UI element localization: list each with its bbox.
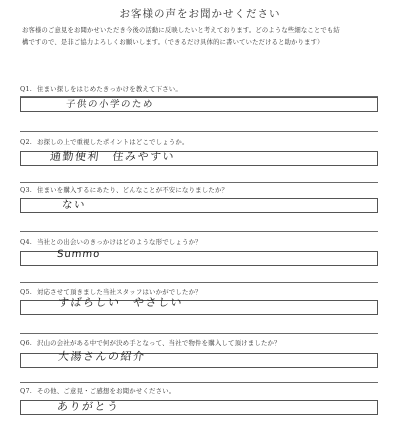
question-text: その他、ご意見・ご感想をお聞かせください。 [37, 387, 176, 395]
question-number: Q6. [20, 339, 32, 347]
question-text: 住まい探しをはじめたきっかけを教えて下さい。 [37, 85, 182, 93]
question-1 [20, 84, 378, 93]
question-rule [20, 182, 378, 183]
answer-2: 通勤便利 住みやすい [49, 150, 176, 163]
question-7 [20, 386, 378, 395]
answer-4: Summo [56, 249, 101, 260]
question-text: お探しの上で重視したポイントはどこでしょうか。 [37, 138, 189, 146]
question-2 [20, 137, 378, 146]
question-text: 住まいを購入するにあたり、どんなことが不安になりましたか？ [37, 186, 229, 194]
answer-1: 子供の小学のため [65, 99, 155, 110]
answer-6: 大湯さんの紹介 [57, 350, 147, 363]
question-4 [20, 237, 378, 246]
answer-7: ありがとう [56, 400, 121, 413]
question-rule [20, 382, 378, 383]
question-text: 当社との出会いのきっかけはどのような形でしょうか？ [37, 238, 202, 246]
answer-5: すばらしい やさしい [57, 296, 184, 309]
question-6 [20, 338, 378, 347]
question-3 [20, 185, 378, 194]
question-number: Q1. [20, 85, 32, 93]
question-rule [20, 131, 378, 132]
intro-text [22, 25, 378, 49]
question-rule [20, 282, 378, 283]
question-text: 対応させて頂きました当社スタッフはいかがでしたか？ [37, 288, 202, 296]
form-title: お客様の声をお聞かせください [119, 8, 281, 20]
intro-line: 構ですので、是非ご協力よろしくお願いします。（できるだけ具体的に書いていただけると助かります） [22, 39, 324, 46]
question-number: Q3. [20, 186, 32, 194]
question-number: Q4. [20, 238, 32, 246]
question-rule [20, 333, 378, 334]
answer-3: ない [61, 199, 87, 211]
intro-line: お客様のご意見をお聞かせいただき今後の活動に反映したいと考えております。どのような些細なことでも結 [22, 27, 340, 34]
question-rule [20, 231, 378, 232]
question-text: 沢山の会社がある中で何が決め手となって、当社で物件を購入して頂けましたか？ [37, 339, 281, 347]
question-number: Q2. [20, 138, 32, 146]
question-number: Q5. [20, 288, 32, 296]
question-number: Q7. [20, 387, 32, 395]
